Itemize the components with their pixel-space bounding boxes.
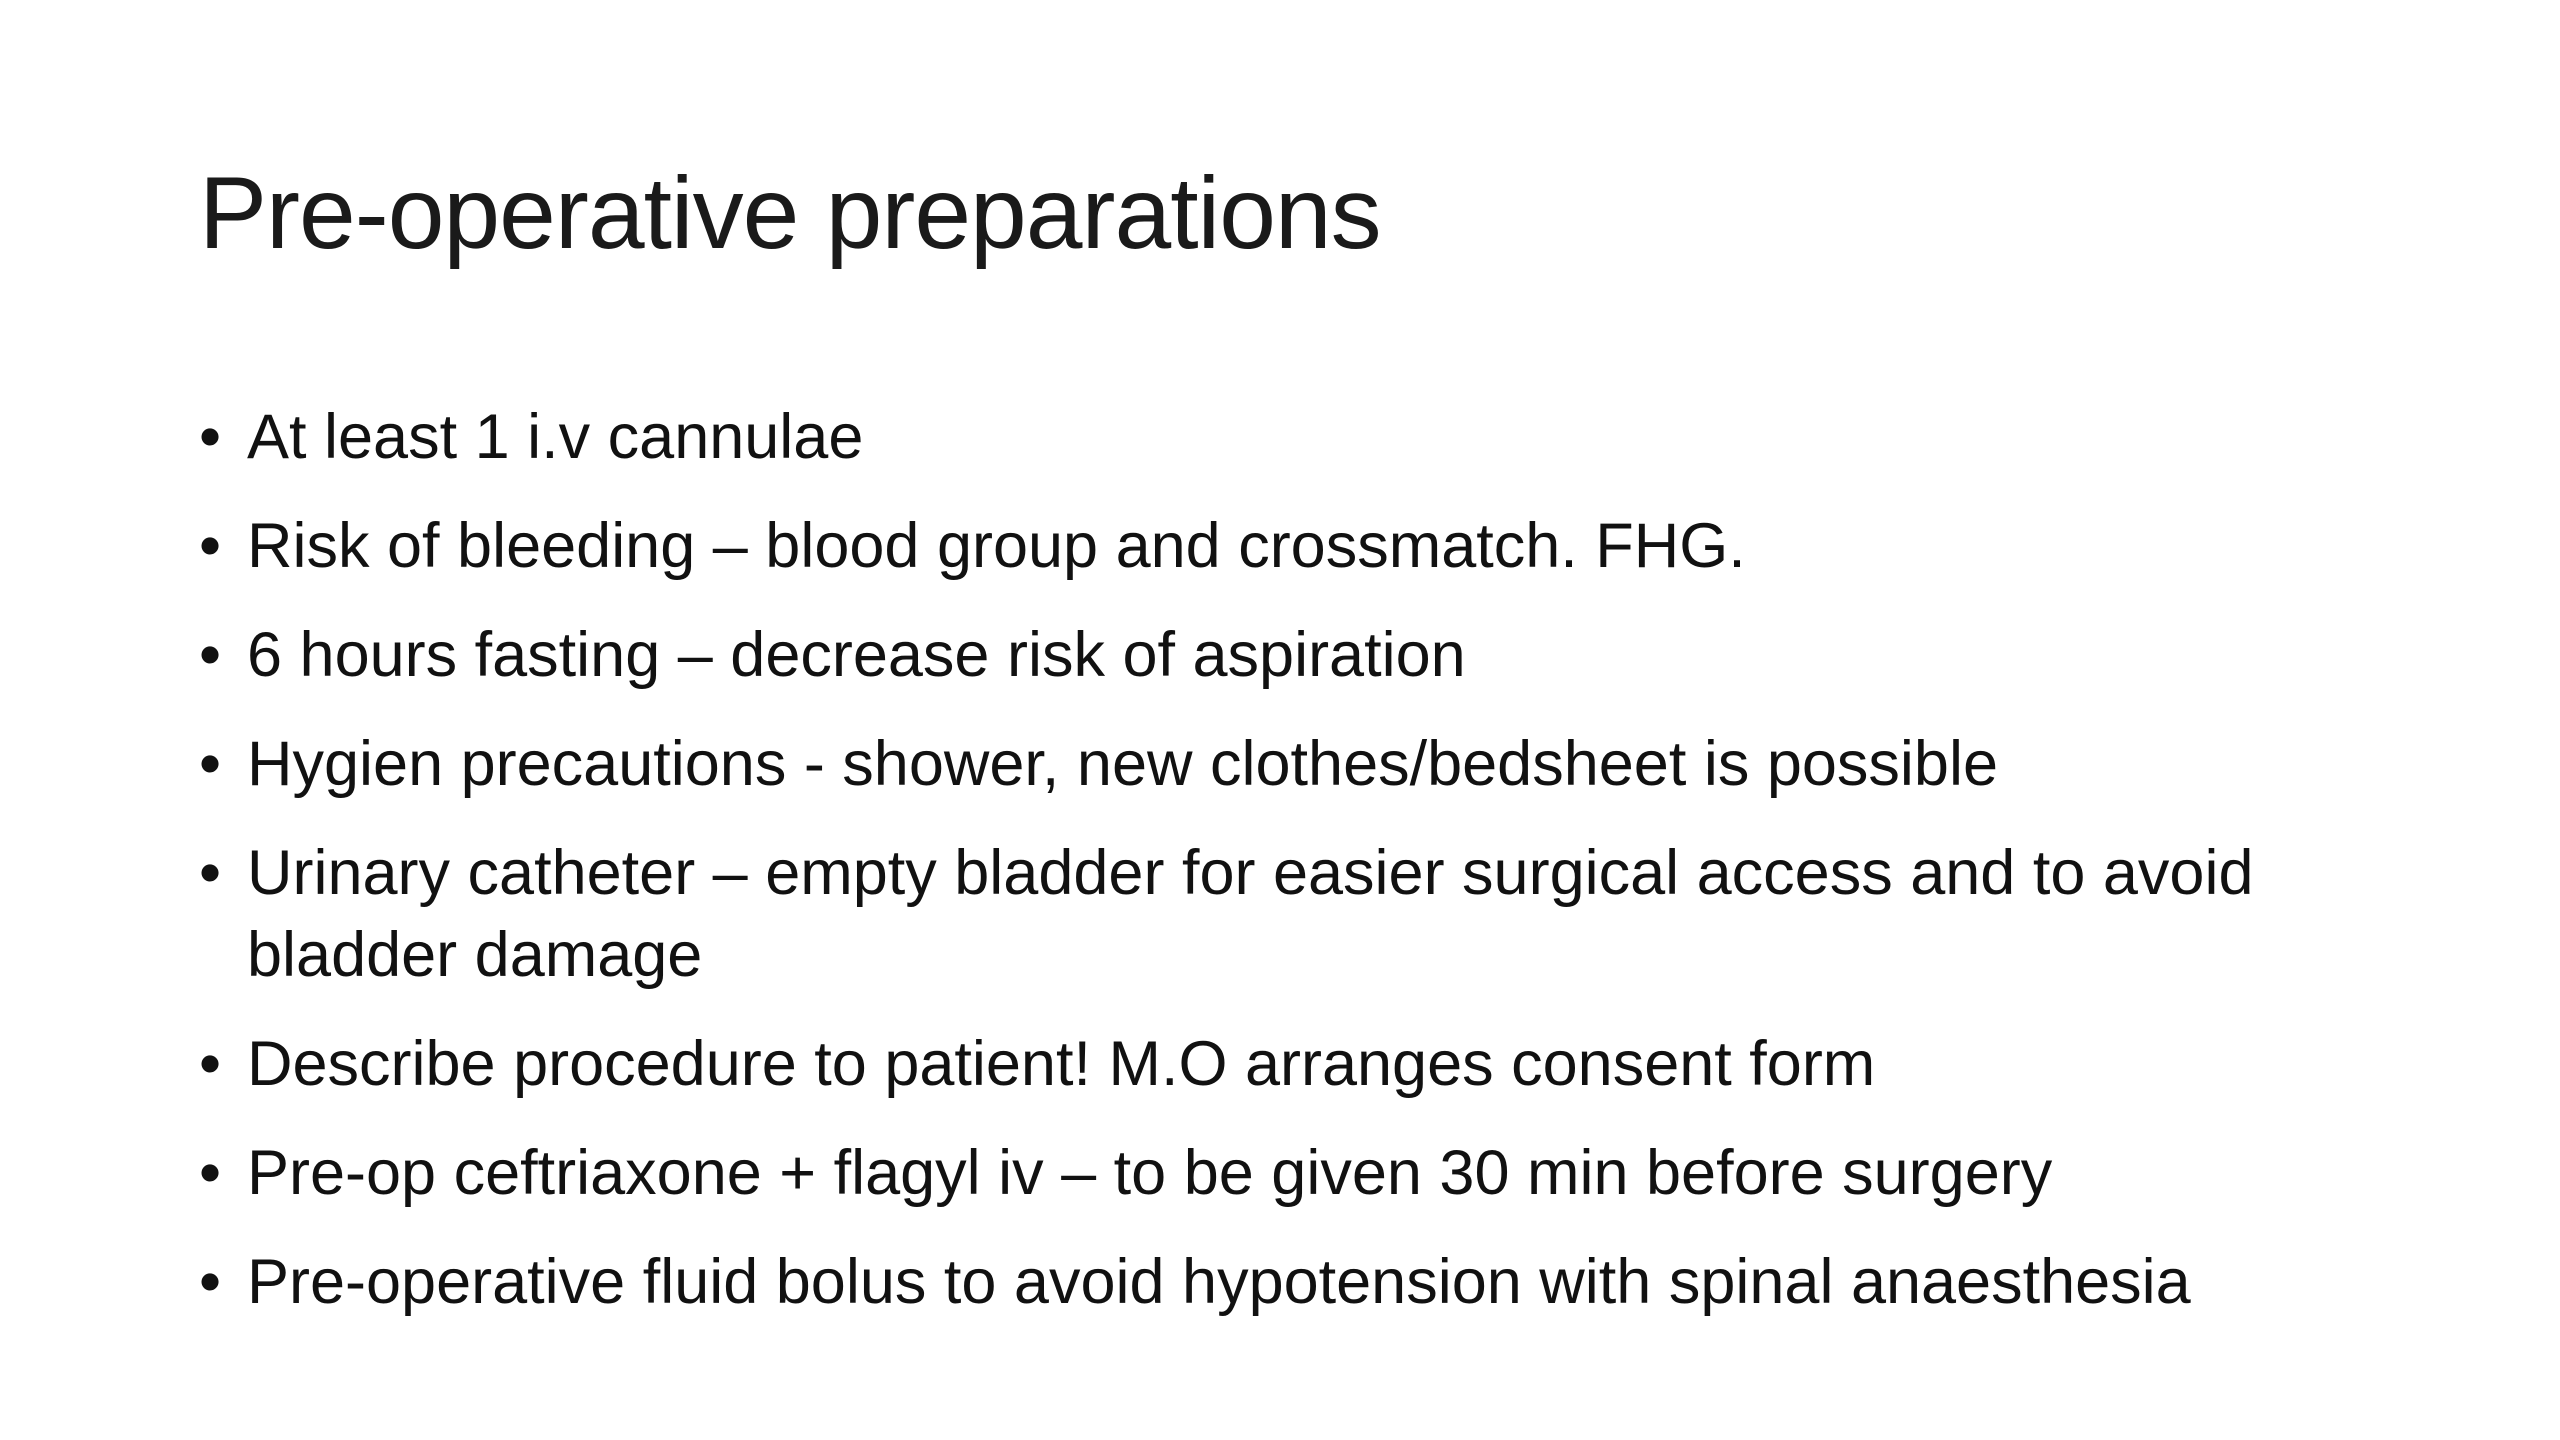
bullet-dot-icon: • <box>199 1247 222 1317</box>
bullet-dot-icon: • <box>199 1138 222 1208</box>
bullet-list <box>199 396 2439 1350</box>
bullet-text: 6 hours fasting – decrease risk of aspiration <box>247 620 1466 690</box>
bullet-dot-icon: • <box>199 511 222 581</box>
bullet-text: Hygien precautions - shower, new clothes/bedsheet is possible <box>247 729 1998 799</box>
bullet-item <box>199 396 2439 478</box>
bullet-text: Risk of bleeding – blood group and crossmatch. FHG. <box>247 511 1746 581</box>
bullet-item <box>199 1023 2439 1105</box>
bullet-text: Describe procedure to patient! M.O arranges consent form <box>247 1029 1876 1099</box>
bullet-dot-icon: • <box>199 620 222 690</box>
bullet-item <box>199 1132 2439 1214</box>
bullet-item <box>199 723 2439 805</box>
bullet-dot-icon: • <box>199 729 222 799</box>
slide-title: Pre-operative preparations <box>199 156 1381 270</box>
bullet-text: At least 1 i.v cannulae <box>247 402 864 472</box>
bullet-dot-icon: • <box>199 402 222 472</box>
bullet-text: Pre-operative fluid bolus to avoid hypotension with spinal anaesthesia <box>247 1247 2191 1317</box>
bullet-text: Urinary catheter – empty bladder for easier surgical access and to avoid bladder damage <box>247 838 2254 990</box>
bullet-item <box>199 505 2439 587</box>
bullet-dot-icon: • <box>199 838 222 908</box>
bullet-item <box>199 832 2439 996</box>
bullet-item <box>199 614 2439 696</box>
bullet-dot-icon: • <box>199 1029 222 1099</box>
bullet-text: Pre-op ceftriaxone + flagyl iv – to be given 30 min before surgery <box>247 1138 2053 1208</box>
bullet-item <box>199 1241 2439 1323</box>
